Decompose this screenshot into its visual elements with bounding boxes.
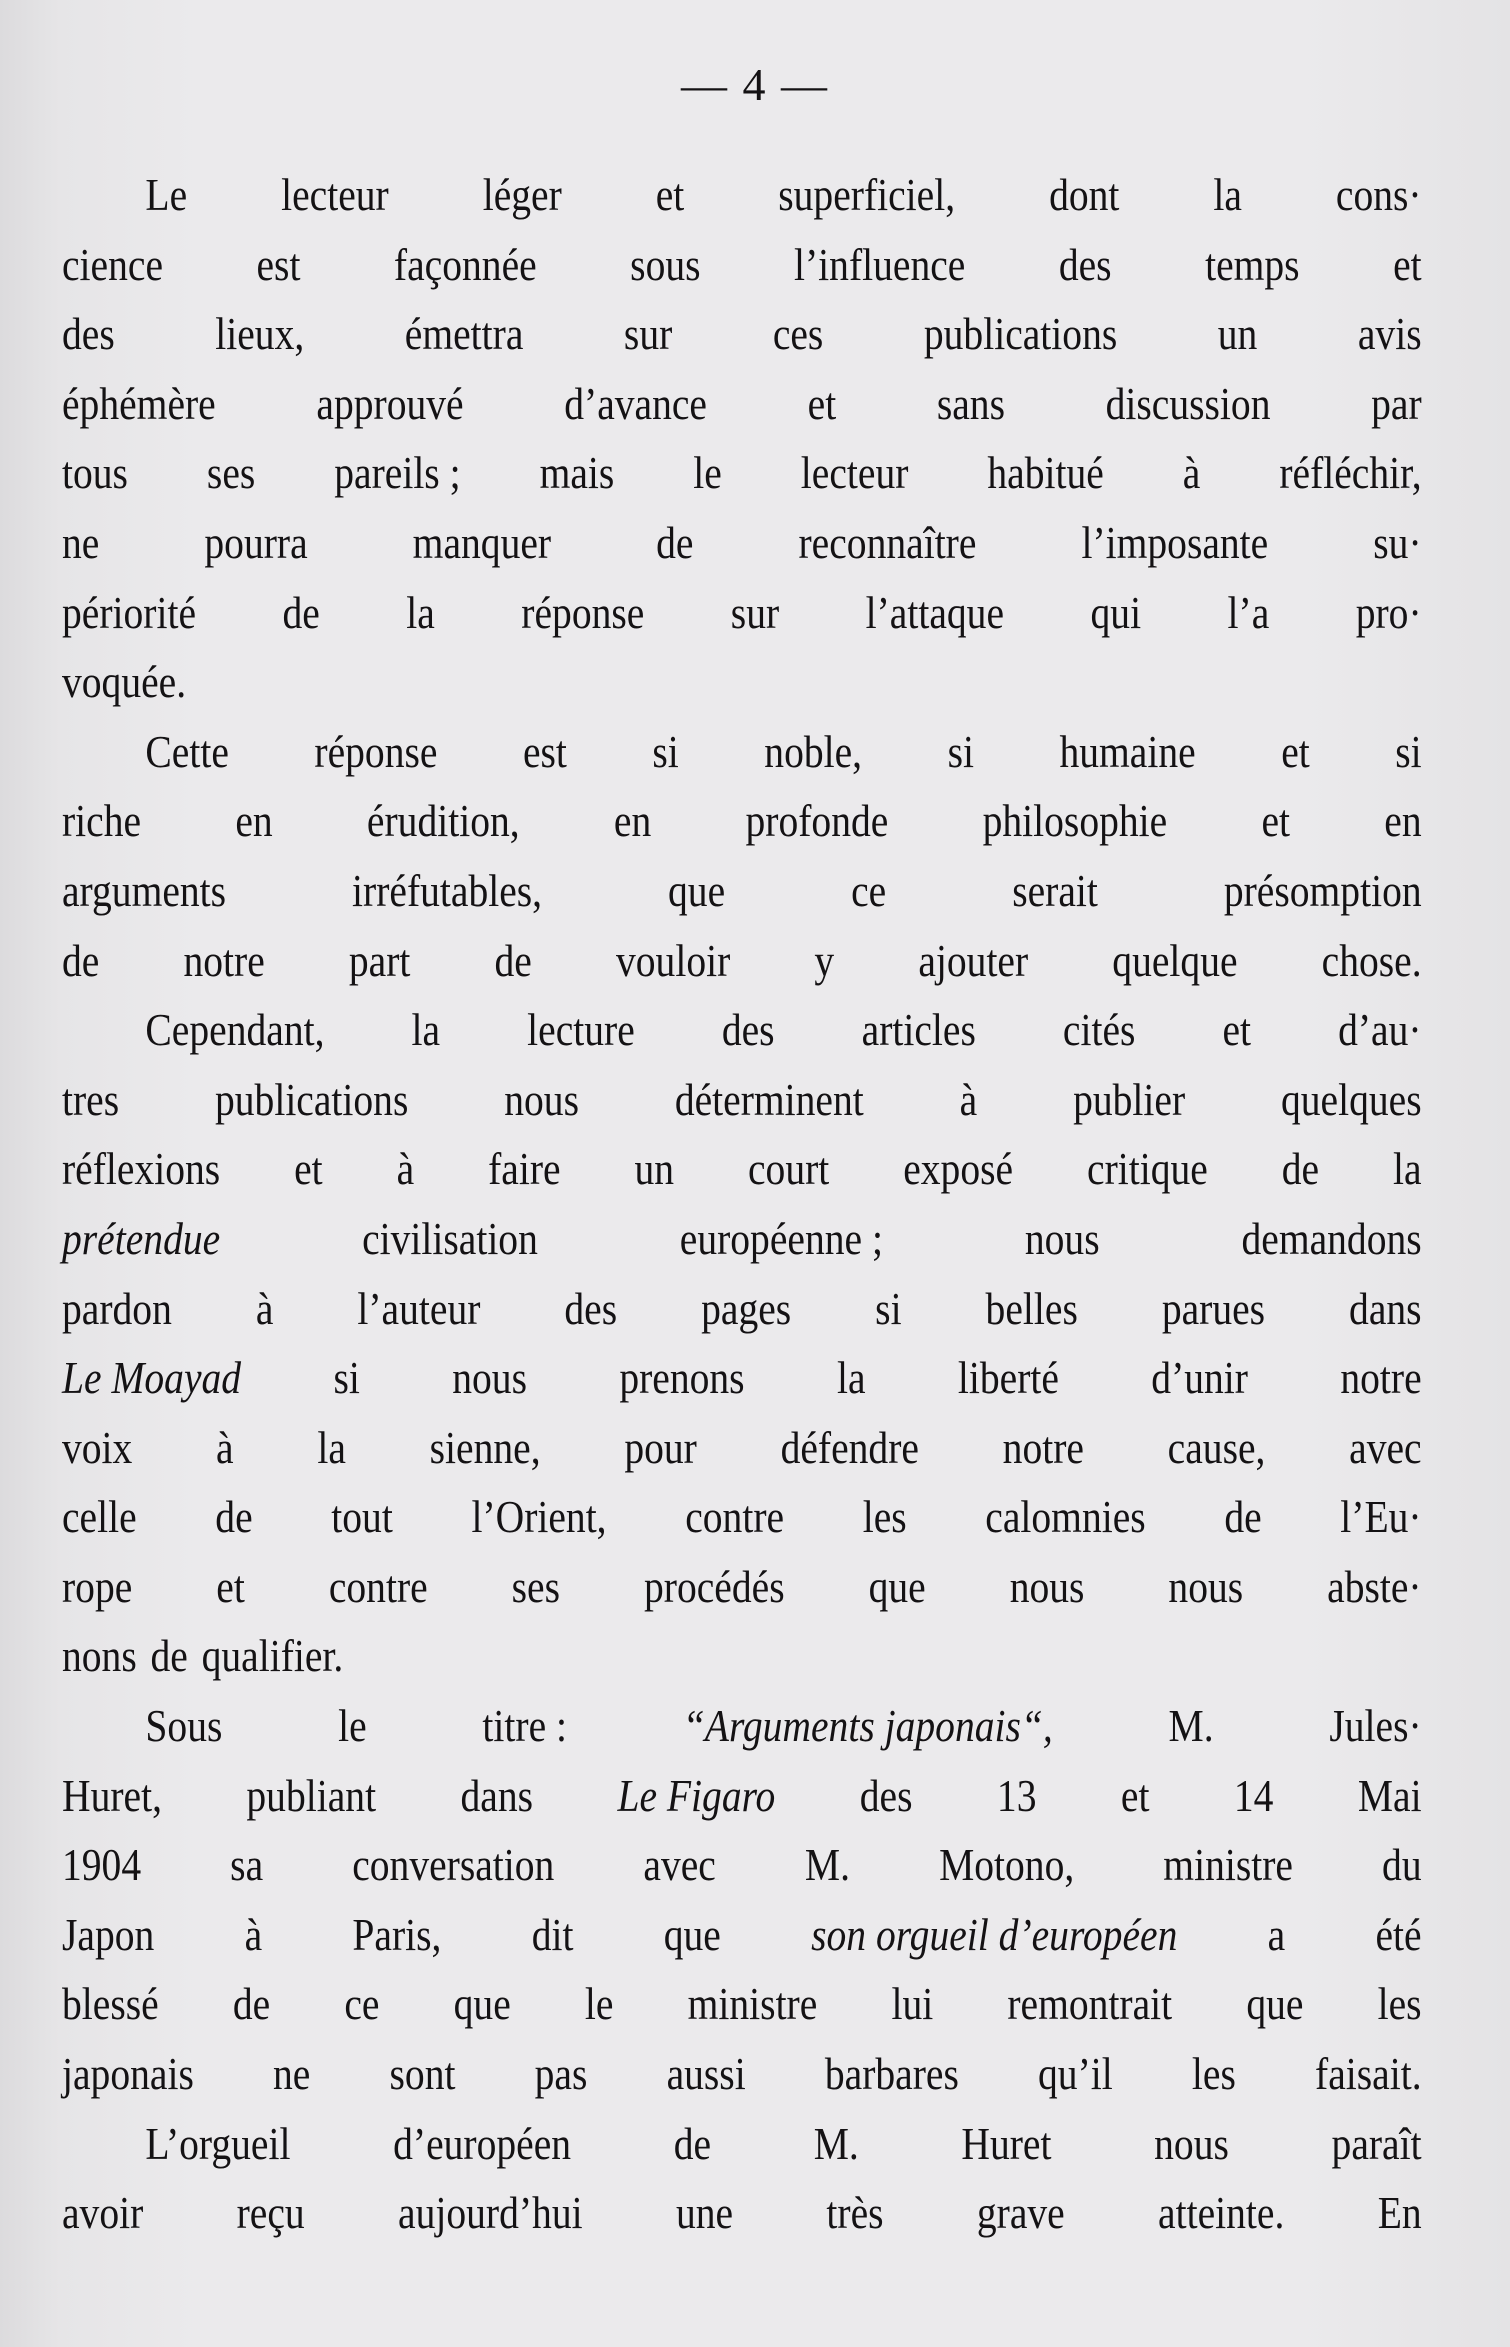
word: pour (624, 1421, 697, 1473)
word: cience (62, 238, 164, 290)
word: léger (482, 169, 562, 220)
word: avis (1357, 308, 1422, 360)
word: le (693, 447, 722, 499)
word: réflexions (62, 1143, 221, 1195)
word: pardon (62, 1282, 172, 1334)
italic-word: “Arguments japonais“, (682, 1700, 1053, 1752)
word: superficiel, (778, 169, 956, 220)
word: sur (730, 586, 780, 638)
word: 13 (996, 1769, 1037, 1821)
word: court (747, 1143, 830, 1195)
word: la (1393, 1143, 1422, 1195)
word: M. (1168, 1700, 1214, 1752)
word: sienne, (429, 1421, 541, 1473)
word: 1904 (62, 1839, 142, 1891)
word: que (668, 864, 726, 916)
word: périorité (62, 586, 196, 638)
word: et (1120, 1769, 1150, 1821)
paragraph-first-line (62, 995, 1422, 1065)
word: de (673, 2117, 712, 2169)
word: cause, (1167, 1421, 1266, 1473)
paragraph-first-line (62, 2109, 1422, 2179)
word: aujourd’hui (398, 2187, 583, 2239)
word: Sous (145, 1700, 223, 1752)
page-number: — 4 — (681, 59, 829, 110)
word: des (859, 1769, 913, 1821)
word: et (655, 169, 685, 220)
word: su· (1373, 516, 1422, 568)
word: d’avance (564, 377, 707, 429)
word: celle (62, 1491, 137, 1543)
word: et (1222, 1004, 1252, 1056)
word: l’attaque (865, 586, 1005, 638)
text-line (62, 926, 1422, 996)
word: et (1281, 725, 1310, 777)
word: irréfutables, (352, 864, 543, 916)
word: barbares (824, 2048, 959, 2100)
word: M. (804, 1839, 851, 1891)
word: y (814, 934, 835, 986)
text-line (62, 1900, 1422, 1970)
word: faire (488, 1143, 561, 1195)
word: serait (1012, 864, 1098, 916)
paragraph-first-line (62, 160, 1422, 230)
word: dit (531, 1908, 574, 1960)
word: atteinte. (1158, 2187, 1285, 2239)
word: à (959, 1073, 978, 1125)
word: ministre (1163, 1839, 1293, 1891)
word: des (564, 1282, 618, 1334)
word: si (333, 1352, 360, 1404)
text-line (62, 578, 1422, 648)
word: faisait. (1315, 2048, 1422, 2100)
word: voquée. (62, 656, 187, 708)
word: a (1267, 1908, 1286, 1960)
word: du (1382, 1839, 1422, 1891)
word: si (947, 725, 974, 777)
word: l’influence (794, 238, 966, 290)
word: et (216, 1560, 245, 1612)
word: tout (331, 1491, 393, 1543)
word: avec (1349, 1421, 1422, 1473)
word: 14 (1233, 1769, 1274, 1821)
word: part (348, 934, 411, 986)
word: sur (623, 308, 673, 360)
word: ce (344, 1978, 380, 2030)
word: d’au· (1338, 1004, 1422, 1056)
word: nous (504, 1073, 579, 1125)
word: grave (976, 2187, 1065, 2239)
word: notre (183, 934, 265, 986)
word: pareils ; (334, 447, 461, 499)
word: notre (1340, 1352, 1422, 1404)
text-line (62, 1343, 1422, 1413)
text-line (62, 1552, 1422, 1622)
word: en (235, 795, 273, 847)
word: que (1246, 1978, 1304, 2030)
word: un (1217, 308, 1258, 360)
word: reconnaître (798, 516, 977, 568)
word: en (1384, 795, 1422, 847)
word: est (522, 725, 567, 777)
word: manquer (412, 516, 552, 568)
word: tous (62, 447, 128, 499)
word: Jules· (1329, 1700, 1422, 1752)
word: la (1213, 169, 1242, 220)
word: et (807, 377, 837, 429)
word: pro· (1355, 586, 1422, 638)
word: ces (772, 308, 824, 360)
word: critique (1087, 1143, 1208, 1195)
word: vouloir (616, 934, 731, 986)
text-line (62, 230, 1422, 300)
paragraph-first-line (62, 717, 1422, 787)
word: sous (630, 238, 701, 290)
italic-word: prétendue (62, 1212, 221, 1264)
word: Motono, (939, 1839, 1075, 1891)
word: un (634, 1143, 675, 1195)
word: riche (62, 795, 142, 847)
text-line (62, 2178, 1422, 2248)
italic-word: Le Figaro (617, 1769, 776, 1821)
word: Huret, (62, 1769, 162, 1821)
word: l’auteur (357, 1282, 481, 1334)
text-line (62, 1204, 1422, 1274)
word: présomption (1223, 864, 1422, 916)
word: publications (214, 1073, 409, 1125)
word: que (663, 1908, 721, 1960)
word: articles (861, 1004, 976, 1056)
text-line (62, 369, 1422, 439)
word: de (656, 516, 694, 568)
word: habitué (987, 447, 1104, 499)
text-line (62, 2039, 1422, 2109)
word: humaine (1059, 725, 1196, 777)
word: très (826, 2187, 884, 2239)
text-line (62, 438, 1422, 508)
word: de (232, 1978, 271, 2030)
word: sa (230, 1839, 264, 1891)
word: éphémère (62, 377, 216, 429)
word: à (1182, 447, 1201, 499)
word: belles (985, 1282, 1078, 1334)
word: procédés (644, 1560, 785, 1612)
word: paraît (1331, 2117, 1422, 2169)
text-line (62, 1065, 1422, 1135)
word: contre (328, 1560, 428, 1612)
word: si (652, 725, 679, 777)
word: nous (1024, 1212, 1100, 1264)
word: été (1375, 1908, 1422, 1960)
text-line (62, 647, 1422, 717)
word: des (1058, 238, 1112, 290)
word: exposé (903, 1143, 1014, 1195)
word: liberté (957, 1352, 1059, 1404)
word: ne (62, 516, 100, 568)
word: à (244, 1908, 263, 1960)
word: publications (923, 308, 1118, 360)
text-line (62, 786, 1422, 856)
word: arguments (62, 864, 227, 916)
word: des (62, 308, 115, 360)
word: cons· (1335, 169, 1422, 220)
word: les (1191, 2048, 1236, 2100)
word: blessé (62, 1978, 159, 2030)
word: d’européen (393, 2117, 572, 2169)
word: nous (1009, 1560, 1085, 1612)
word: de (1281, 1143, 1320, 1195)
text-line (62, 1482, 1422, 1552)
body-text (62, 160, 1422, 2248)
word: quelque (1112, 934, 1238, 986)
word: à (396, 1143, 415, 1195)
word: titre : (482, 1700, 568, 1752)
text-line (62, 1134, 1422, 1204)
word: Japon (62, 1908, 155, 1960)
word: le (338, 1700, 367, 1752)
word: si (1395, 725, 1422, 777)
word: à (255, 1282, 274, 1334)
word: nons (62, 1630, 137, 1682)
word: M. (813, 2117, 859, 2169)
word: aussi (666, 2048, 746, 2100)
word: abste· (1327, 1560, 1422, 1612)
word: dans (1349, 1282, 1422, 1334)
word: sont (389, 2048, 456, 2100)
word: pages (701, 1282, 792, 1334)
word: lieux, (215, 308, 305, 360)
paragraph-first-line (62, 1691, 1422, 1761)
word: conversation (352, 1839, 555, 1891)
word: défendre (780, 1421, 919, 1473)
word: profonde (745, 795, 889, 847)
word: de (494, 934, 532, 986)
word: émettra (404, 308, 524, 360)
text-line (62, 856, 1422, 926)
word: dont (1049, 169, 1120, 220)
word: japonais (62, 2048, 194, 2100)
word: cités (1062, 1004, 1136, 1056)
word: temps (1205, 238, 1300, 290)
word: ses (511, 1560, 561, 1612)
word: contre (685, 1491, 785, 1543)
word: ministre (687, 1978, 818, 2030)
word: parues (1161, 1282, 1266, 1334)
word: Cependant, (145, 1004, 325, 1056)
word: qu’il (1038, 2048, 1113, 2100)
word: façonnée (393, 238, 537, 290)
word: les (1377, 1978, 1422, 2030)
text-line (62, 1413, 1422, 1483)
word: de (282, 586, 320, 638)
word: Huret (961, 2117, 1052, 2169)
word: réponse (314, 725, 438, 777)
word: l’a (1227, 586, 1270, 638)
text-line (62, 1761, 1422, 1831)
word: L’orgueil (145, 2117, 291, 2169)
word: ne (273, 2048, 311, 2100)
word: une (675, 2187, 734, 2239)
word: philosophie (982, 795, 1168, 847)
word: civilisation (362, 1212, 538, 1264)
word: voix (62, 1421, 133, 1473)
italic-word: son orgueil d’européen (811, 1908, 1178, 1960)
word: calomnies (985, 1491, 1146, 1543)
word: de (62, 934, 100, 986)
word: tres (62, 1073, 120, 1125)
word: et (1393, 238, 1422, 290)
word: En (1377, 2187, 1422, 2239)
word: noble, (764, 725, 863, 777)
word: Paris, (352, 1908, 442, 1960)
word: l’imposante (1081, 516, 1269, 568)
word: réponse (521, 586, 645, 638)
word: reçu (236, 2187, 305, 2239)
text-line (62, 1274, 1422, 1344)
italic-word: Le Moayad (62, 1352, 242, 1404)
text-line (62, 299, 1422, 369)
word: érudition, (366, 795, 520, 847)
word: qualifier. (201, 1630, 344, 1682)
word: ses (206, 447, 256, 499)
word: en (613, 795, 652, 847)
word: ajouter (918, 934, 1029, 986)
word: la (317, 1421, 346, 1473)
word: pas (534, 2048, 588, 2100)
word: rope (62, 1560, 133, 1612)
word: que (868, 1560, 926, 1612)
word: remontrait (1007, 1978, 1173, 2030)
word: chose. (1321, 934, 1422, 986)
word: déterminent (674, 1073, 864, 1125)
word: que (453, 1978, 511, 2030)
word: lecture (527, 1004, 635, 1056)
word: prenons (619, 1352, 745, 1404)
word: et (294, 1143, 323, 1195)
word: d’unir (1151, 1352, 1248, 1404)
word: et (1261, 795, 1291, 847)
word: de (150, 1630, 188, 1682)
word: européenne ; (679, 1212, 883, 1264)
word: avec (643, 1839, 716, 1891)
word: réfléchir, (1279, 447, 1422, 499)
word: la (411, 1004, 441, 1056)
word: discussion (1105, 377, 1271, 429)
word: approuvé (316, 377, 464, 429)
word: Le (145, 169, 188, 220)
word: ce (851, 864, 887, 916)
word: de (1224, 1491, 1262, 1543)
word: avoir (62, 2187, 144, 2239)
word: nous (1168, 1560, 1244, 1612)
text-line (62, 1969, 1422, 2039)
word: lecteur (281, 169, 389, 220)
word: les (862, 1491, 907, 1543)
word: est (256, 238, 301, 290)
word: de (215, 1491, 253, 1543)
word: la (836, 1352, 866, 1404)
word: lecteur (800, 447, 909, 499)
word: à (216, 1421, 234, 1473)
text-line (62, 1830, 1422, 1900)
word: quelques (1280, 1073, 1422, 1125)
word: demandons (1241, 1212, 1422, 1264)
word: sans (936, 377, 1005, 429)
word: nous (1154, 2117, 1229, 2169)
word: des (721, 1004, 775, 1056)
word: dans (460, 1769, 534, 1821)
word: qui (1090, 586, 1142, 638)
word: la (406, 586, 435, 638)
word: Mai (1357, 1769, 1422, 1821)
word: l’Eu· (1340, 1491, 1422, 1543)
word: pourra (204, 516, 308, 568)
word: l’Orient, (471, 1491, 607, 1543)
word: Cette (145, 725, 229, 777)
text-line (62, 1621, 1422, 1691)
text-line (62, 508, 1422, 578)
word: publiant (246, 1769, 377, 1821)
word: le (584, 1978, 614, 2030)
word: lui (891, 1978, 934, 2030)
word: publier (1073, 1073, 1186, 1125)
word: nous (452, 1352, 527, 1404)
word: si (875, 1282, 902, 1334)
word: notre (1002, 1421, 1084, 1473)
word: mais (539, 447, 615, 499)
word: par (1371, 377, 1422, 429)
